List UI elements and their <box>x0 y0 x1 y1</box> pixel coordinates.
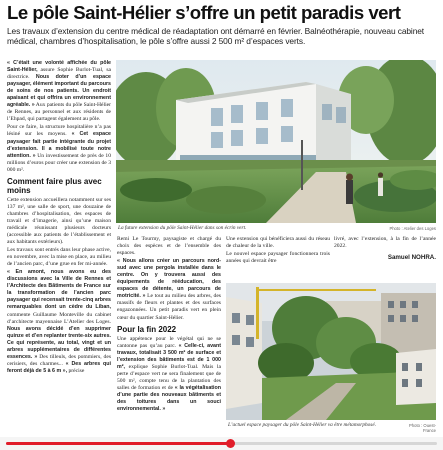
paragraph <box>117 336 221 414</box>
quote: Nous doter d’un espace paysager, élément important du parcours de soins de nos patients. Un endroit apaisant et qui offrira un environnement agréable. » <box>7 74 111 109</box>
text: Aux patients du pôle Saint-Hélier de Rennes, au personnel et aux résidents de l’Ehpad, qui partagent également au pôle. <box>7 102 111 123</box>
text: Le tout au milieu des arbres, des massifs de fleurs et plantes et des surfaces engazonnées. Un petit paradis vert en plein cœur du quartier Saint-Hélier. <box>117 293 221 321</box>
quote: « la végétalisation d’une partie des nouveaux bâtiments et des toitures dans un souci environnemental. » <box>117 384 222 413</box>
author-byline: Samuel NOHRA. <box>387 254 436 262</box>
subheading: Comment faire plus avec moins <box>7 176 102 195</box>
photo-credit: Photo : Ouest-France <box>409 423 436 433</box>
paragraph <box>7 269 111 375</box>
article-column-2 <box>117 236 221 414</box>
paragraph: Cette extension accueillera notamment sur ses 137 m², une salle de sport, une douzaine de chambres d’hospitalisation, des espaces de travail et d’imagerie, ainsi qu’une maison médicale réunissant plusieurs docteurs (accessible aux patients de l’établissement et aux habitants extérieurs). <box>7 196 111 246</box>
quote: « Des arbres qui feront déjà de 5 à 6 m », <box>7 360 111 374</box>
paragraph <box>7 124 111 173</box>
text: Une appétence pour le végétal qui ne se cantonne pas qu’au parc. <box>117 335 221 349</box>
quote: « En amont, nous avons eu des discussions avec la Ville de Rennes et l’Architecte des Bâtiments de France sur la transformation de l’ancien parc paysager qui recensait trente-cinq arbres remarquables dont un cèdre du Liban, <box>7 269 111 311</box>
text: commente Guillaume Monteville du cabinet d’architecte mayennaise L’Atelier des Loges. <box>7 311 111 325</box>
text: explique Sophie Burlot-Tual. Mais la perte d’espace vert ne sera finalement que de 500 m², compte tenu de la plantation des salles de formation et de <box>117 363 221 391</box>
quote: « C’était une volonté affichée du pôle Saint-Hélier, <box>7 60 111 74</box>
article-column-4 <box>334 236 436 261</box>
paragraph: Les travaux sont entrés dans leur phase active, en novembre, avec la mise en place, au milieu de l’ancien parc, d’une grue en fer mi-année. <box>7 247 111 268</box>
article-title: Le pôle Saint-Hélier s’offre un petit paradis vert <box>7 2 401 23</box>
photo-caption: L’actuel espace paysager du pôle Saint-Hélier va être métamorphosé. <box>228 422 377 428</box>
progress-handle[interactable] <box>226 439 235 448</box>
progress-track[interactable] <box>6 442 437 445</box>
paragraph <box>7 60 111 123</box>
quote: « Nous allons créer un parcours nord-sud avec une pergola installée dans le centre. On y trouvera aussi des équipements de rééducation, des espaces de détente, un parcours de motricité. » <box>117 258 221 300</box>
text: assure Sophie Burlot-Tual, sa directrice. <box>7 67 111 81</box>
quote: « Cet espace paysager fait partie intégrante du projet d’extension. Il a mobilisé toute notre attention. » <box>7 131 112 159</box>
paragraph: Le nouvel espace paysager fonctionnera trois années qui devrait être <box>226 251 330 265</box>
rendering-photo <box>116 60 436 223</box>
text: Un investissement de près de 10 millions d’euros pour créer une extension de 3 000 m². <box>7 152 111 173</box>
photo-caption: La future extension du pôle Saint-Hélier dans son écrin vert. <box>118 225 247 231</box>
text: Des tilleuls, des pommiers, des cerisiers, des charmes... <box>7 353 111 367</box>
text: Pour ce faire, la structure hospitalière n’a pas lésiné sur les moyens. <box>7 124 111 138</box>
paragraph <box>117 258 221 321</box>
quote: Nous avons décidé d’en supprimer quinze et d’en replanter trente-six autres. Ce qui représente, au total, vingt et un arbres supplémentaires de différentes essences. » <box>7 325 111 360</box>
article-lede: Les travaux d’extension du centre médical de réadaptation ont démarré en février. Balnéothérapie, nouveau cabinet médical, chambres d’hospitalisation, le pôle s’offre aussi 2 500 m² d’espaces verts. <box>7 26 425 47</box>
text: précise <box>67 367 85 374</box>
site-image <box>226 283 436 420</box>
article-column-1 <box>7 60 111 376</box>
site-photo <box>226 283 436 420</box>
article-column-3 <box>226 236 330 266</box>
viewer-footer <box>0 437 443 450</box>
building-rendering-image <box>116 60 436 223</box>
paragraph: Une extension qui bénéficiera aussi du réseau de chaleur de la ville. <box>226 236 330 250</box>
paragraph: livré, avec l’extension, à la fin de l’année 2022. <box>334 236 436 250</box>
subheading: Pour la fin 2022 <box>117 324 177 334</box>
quote: « Celle-ci, avant travaux, totalisait 3 500 m² de surface et l’extension des bâtiments est de 1 000 m², <box>117 342 221 370</box>
progress-fill <box>6 442 230 445</box>
paragraph: Remi Le Tourmy, paysagiste et chargé du choix des espèces et de l’ensemble des espaces. <box>117 236 221 257</box>
photo-credit: Photo : Atelier des Loges <box>389 226 436 231</box>
